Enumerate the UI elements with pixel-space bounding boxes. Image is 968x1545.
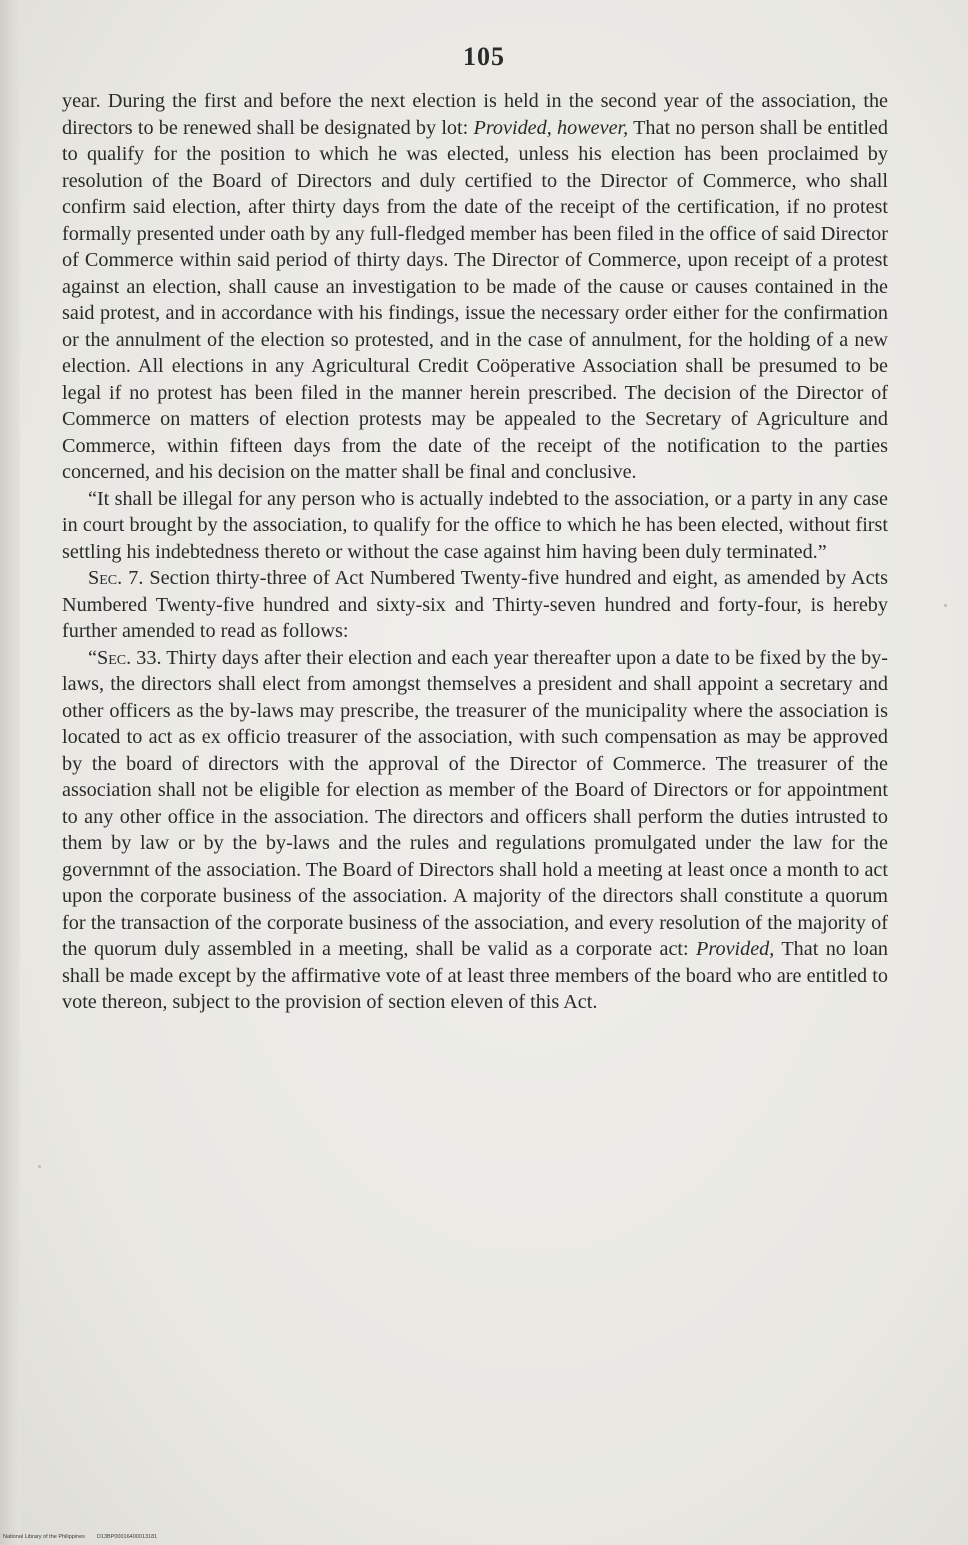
paragraph-indebted-members: “It shall be illegal for any person who is actually indebted to the association, or a party in any case in court brought by the association, to qualify for the office to which he has been elected, without first settling his indebtedness thereto or without the case against him having been duly terminated.” — [62, 487, 888, 563]
scan-speck — [38, 1165, 41, 1168]
text-run: That no loan shall be made except by the affirmative vote of at least three members of the board who are entitled to vote thereon, subject to the provision of section eleven of this Act. — [62, 938, 889, 1013]
scan-code: D13BP00016400013181 — [96, 1534, 158, 1540]
paragraph-election-certification — [62, 88, 888, 486]
paragraph-section-7 — [62, 565, 888, 645]
text-run: year. During the first and before the next election is held in the second year of the association, the directors to be renewed shall be designated by lot: — [62, 90, 888, 139]
section-abbrev: Sec. — [88, 567, 123, 589]
page-spine-edge — [0, 0, 20, 1545]
italic-proviso: Provided, — [696, 938, 775, 960]
italic-proviso: Provided, however, — [473, 116, 629, 139]
paragraph-section-33 — [62, 645, 888, 1016]
page-number: 105 — [463, 42, 505, 71]
scan-speck — [944, 604, 947, 607]
open-quote: “ — [88, 646, 97, 669]
body-text — [62, 88, 888, 1016]
text-run: That no person shall be entitled to qualify for the position to which he was elected, unless his election has been proclaimed by resolution of the Board of Directors and duly certified to the Director of Commerce, who shall confirm said election, after thirty days from the date of the receipt of the certification, if no protest formally presented under oath by any full-fledged member has been filed in the office of said Director of Commerce within said period of thirty days. The Director of Commerce, upon receipt of a protest against an election, shall cause an investigation to be made of the cause or causes contained in the said protest, and in accordance with his findings, issue the necessary order either for the confirmation or the annulment of the election so protested, and in the case of annulment, for the holding of a new election. All elections in any Agricultural Credit Coöperative Association shall be presumed to be legal if no protest has been filed in the manner herein prescribed. The decision of the Director of Commerce on matters of election protests may be appealed to the Secretary of Agriculture and Commerce, within fifteen days from the date of the receipt of the notification to the parties concerned, and his decision on the matter shall be final and conclusive. — [62, 116, 888, 483]
text-run: 7. Section thirty-three of Act Numbered Twenty-five hundred and eight, as amended by Acts Numbered Twenty-five hundred and sixty-six and Thirty-seven hundred and forty-four, is hereby further amended to read as follows: — [62, 567, 888, 642]
text-run: 33. Thirty days after their election and each year thereafter upon a date to be fixed by the by-laws, the directors shall elect from amongst themselves a president and shall appoint a secretary and other officers as the by-laws may prescribe, the treasurer of the municipality where the association is located to act as ex officio treasurer of the association, with such compensation as may be approved by the board of directors with the approval of the Director of Commerce. The treasurer of the association shall not be eligible for election as member of the Board of Directors or for appointment to any other office in the association. The directors and officers shall perform the duties intrusted to them by law or by the by-laws and the rules and regulations promulgated under the law for the governmnt of the association. The Board of Directors shall hold a meeting at least once a month to act upon the corporate business of the association. A majority of the directors shall constitute a quorum for the transaction of the corporate business of the association, and every resolution of the majority of the quorum duly assembled in a meeting, shall be valid as a corporate act: — [62, 646, 888, 960]
section-abbrev: Sec. — [96, 646, 132, 669]
library-name: National Library of the Philippines — [3, 1534, 85, 1540]
scan-footer — [3, 1534, 157, 1540]
